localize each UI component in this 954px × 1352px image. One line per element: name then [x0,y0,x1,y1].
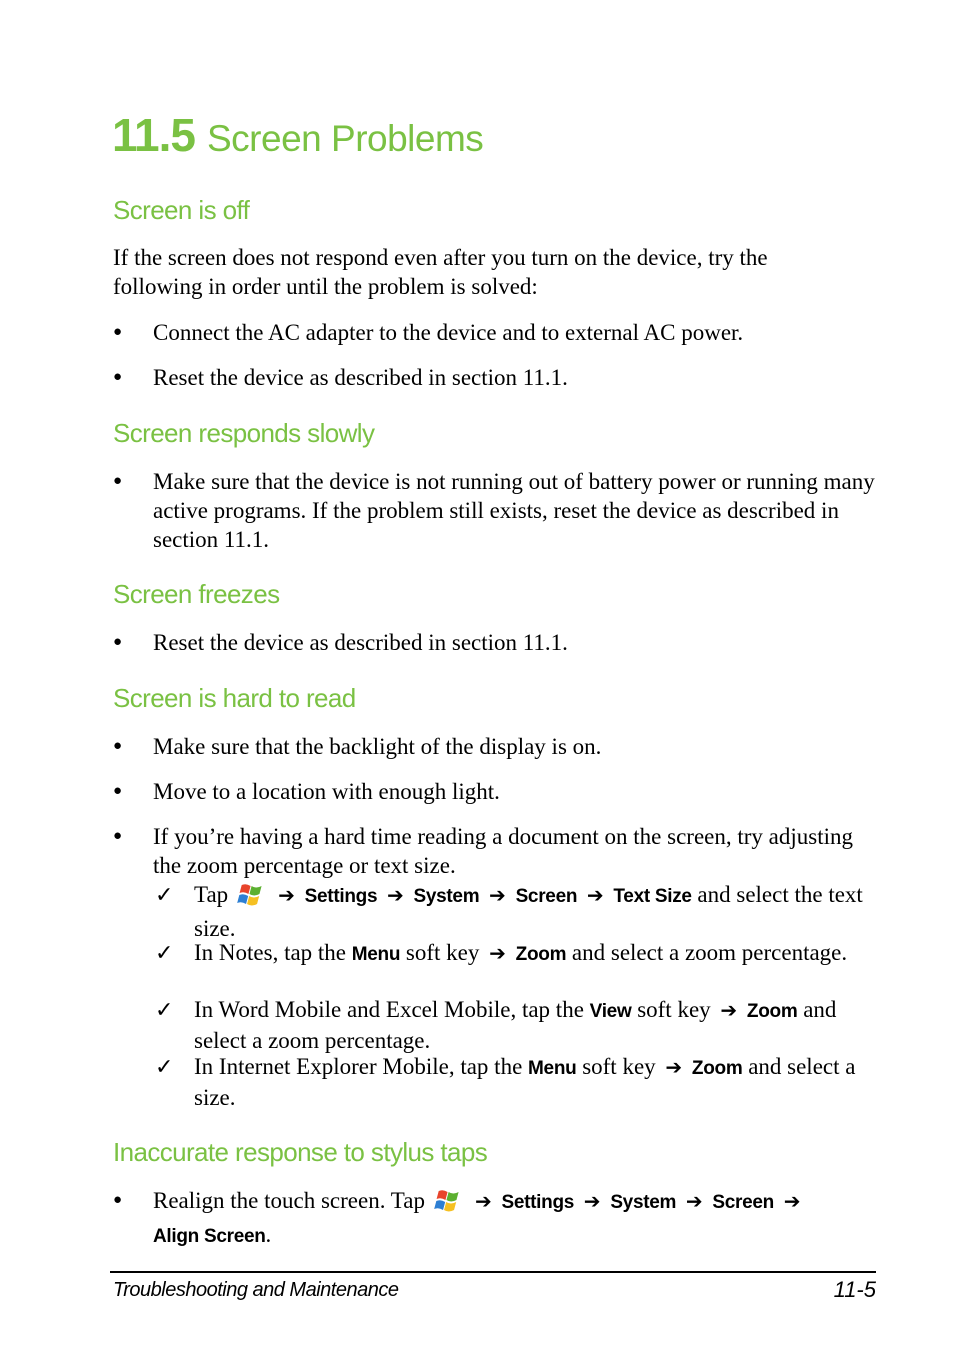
step-notes-zoom: In Notes, tap the Menu soft key ➔ Zoom and select a zoom percentage. [194,940,848,965]
list-item: If you’re having a hard time reading a document on the screen, try adjusting the zoom percentage or text size. [153,824,853,878]
page-title [112,108,483,162]
list-item: Make sure that the device is not running out of battery power or running many active programs. If the problem still exists, reset the device as described in section 11.1. [153,469,875,552]
intro-paragraph: If the screen does not respond even after you turn on the device, try the following in order until the problem is solved: [113,245,768,299]
arrow-icon: ➔ [665,1055,683,1079]
windows-start-icon [236,883,266,914]
arrow-icon: ➔ [720,998,738,1022]
step-text-size: Tap ➔ Settings ➔ System ➔ Screen ➔ Text Size and select the text size. [194,882,863,941]
check-icon: ✓ [155,882,174,907]
heading-screen-responds-slowly: Screen responds slowly [113,418,375,448]
check-icon: ✓ [155,1054,174,1079]
heading-screen-is-off: Screen is off [113,195,250,225]
arrow-icon: ➔ [474,1189,492,1213]
arrow-icon: ➔ [586,883,604,907]
heading-screen-is-hard-to-read: Screen is hard to read [113,683,356,713]
section-number: 11.5 [112,109,195,161]
page-number: 11-5 [833,1277,876,1302]
heading-inaccurate-stylus: Inaccurate response to stylus taps [113,1137,488,1167]
bullet: ● [113,369,123,385]
footer-chapter: Troubleshooting and Maintenance [113,1279,399,1301]
arrow-icon: ➔ [278,883,295,907]
bullet: ● [113,324,123,340]
step-word-excel-zoom: In Word Mobile and Excel Mobile, tap the View soft key ➔ Zoom and select a zoom percentage. [194,997,837,1053]
bullet: ● [113,738,123,754]
arrow-icon: ➔ [583,1189,601,1213]
bullet: ● [113,473,123,489]
list-item: Move to a location with enough light. [153,779,500,804]
section-title: Screen Problems [207,118,484,159]
check-icon: ✓ [155,940,174,965]
arrow-icon: ➔ [386,883,404,907]
bullet: ● [113,828,123,844]
arrow-icon: ➔ [783,1189,801,1213]
arrow-icon: ➔ [489,941,506,965]
heading-screen-freezes: Screen freezes [113,579,280,609]
arrow-icon: ➔ [489,883,506,907]
list-item: Reset the device as described in section 11.1. [153,630,568,655]
list-item-align-screen: Realign the touch screen. Tap ➔ Settings ➔ System ➔ Screen ➔ Align Screen. [153,1188,801,1247]
windows-start-icon [433,1189,463,1220]
bullet: ● [113,1192,123,1208]
bullet: ● [113,634,123,650]
check-icon: ✓ [155,997,174,1022]
list-item: Connect the AC adapter to the device and to external AC power. [153,320,744,345]
step-ie-zoom: In Internet Explorer Mobile, tap the Menu soft key ➔ Zoom and select a size. [194,1054,856,1110]
bullet: ● [113,783,123,799]
footer-rule [110,1271,876,1273]
list-item: Make sure that the backlight of the display is on. [153,734,602,759]
list-item: Reset the device as described in section 11.1. [153,365,568,390]
arrow-icon: ➔ [685,1189,703,1213]
